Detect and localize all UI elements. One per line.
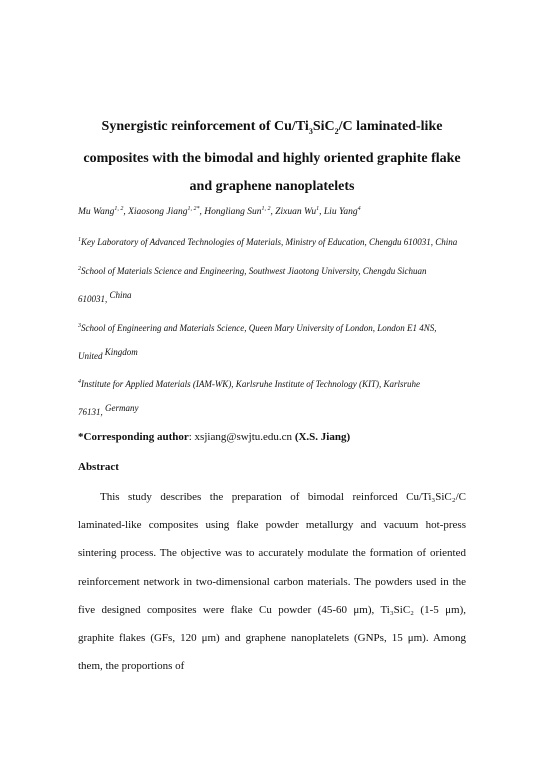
abstract-line: them, the proportions of — [78, 660, 185, 672]
paper-title-line-1: Synergistic reinforcement of $Cu/Ti_3SiC_2/C$ laminated-like — [101, 119, 443, 136]
author-name: Liu Yang — [323, 207, 358, 217]
author-name: Xiaosong Jiang — [128, 207, 188, 217]
corresponding-email: xsjiang@swjtu.edu.cn — [194, 431, 293, 443]
abstract-heading: Abstract — [78, 461, 119, 473]
affiliation-3-line-1: $^3$School of Engineering and Materials Science, Queen Mary University of London, London E1 4NS, — [78, 323, 437, 333]
affiliation-3-line-2: United Kingdom — [78, 347, 138, 361]
affiliation-4-line-1: $^4$Institute for Applied Materials (IAM-WK), Karlsruhe Institute of Technology (KIT), Karlsruhe — [78, 379, 420, 389]
affiliation-2-line-2: 610031, China — [78, 290, 132, 304]
abstract-line: This study describes the preparation of bimodal reinforced Cu/Ti₃SiC₂/C — [100, 491, 466, 503]
abstract-line: graphite flakes (GFs, 120 μm) and graphene nanoplatelets (GNPs, 15 μm). Among — [78, 632, 466, 644]
affiliation-1: $^1$Key Laboratory of Advanced Technologies of Materials, Ministry of Education, Chengdu 610031, China — [78, 237, 458, 247]
abstract-line: reinforcement network in two-dimensional carbon materials. The powders used in the — [78, 576, 466, 588]
paper-title-line-3: and graphene nanoplatelets — [189, 179, 355, 194]
author-list: Mu Wang$^{1, 2}$, Xiaosong Jiang$^{1, 2*}$, Hongliang Sun$^{1, 2}$, Zixuan Wu$^1$, Liu Yang$^4$ — [78, 205, 361, 217]
abstract-line: sintering process. The objective was to accurately modulate the formation of oriented — [78, 547, 466, 559]
affiliation-2-line-1: $^2$School of Materials Science and Engineering, Southwest Jiaotong University, Chengdu Sichuan — [78, 266, 427, 276]
affiliation-4-line-2: 76131, Germany — [78, 403, 139, 417]
paper-title-line-2: composites with the bimodal and highly oriented graphite flake — [83, 151, 461, 166]
abstract-line: laminated-like composites using flake powder metallurgy and vacuum hot-press — [78, 519, 466, 531]
author-name: Hongliang Sun — [204, 207, 262, 217]
author-name: Mu Wang — [78, 207, 115, 217]
corresponding-author: *Corresponding author: xsjiang@swjtu.edu.cn (X.S. Jiang) — [78, 431, 351, 443]
author-name: Zixuan Wu — [275, 207, 317, 217]
abstract-line: five designed composites were flake Cu powder (45-60 μm), Ti₃SiC₂ (1-5 μm), — [78, 604, 466, 616]
